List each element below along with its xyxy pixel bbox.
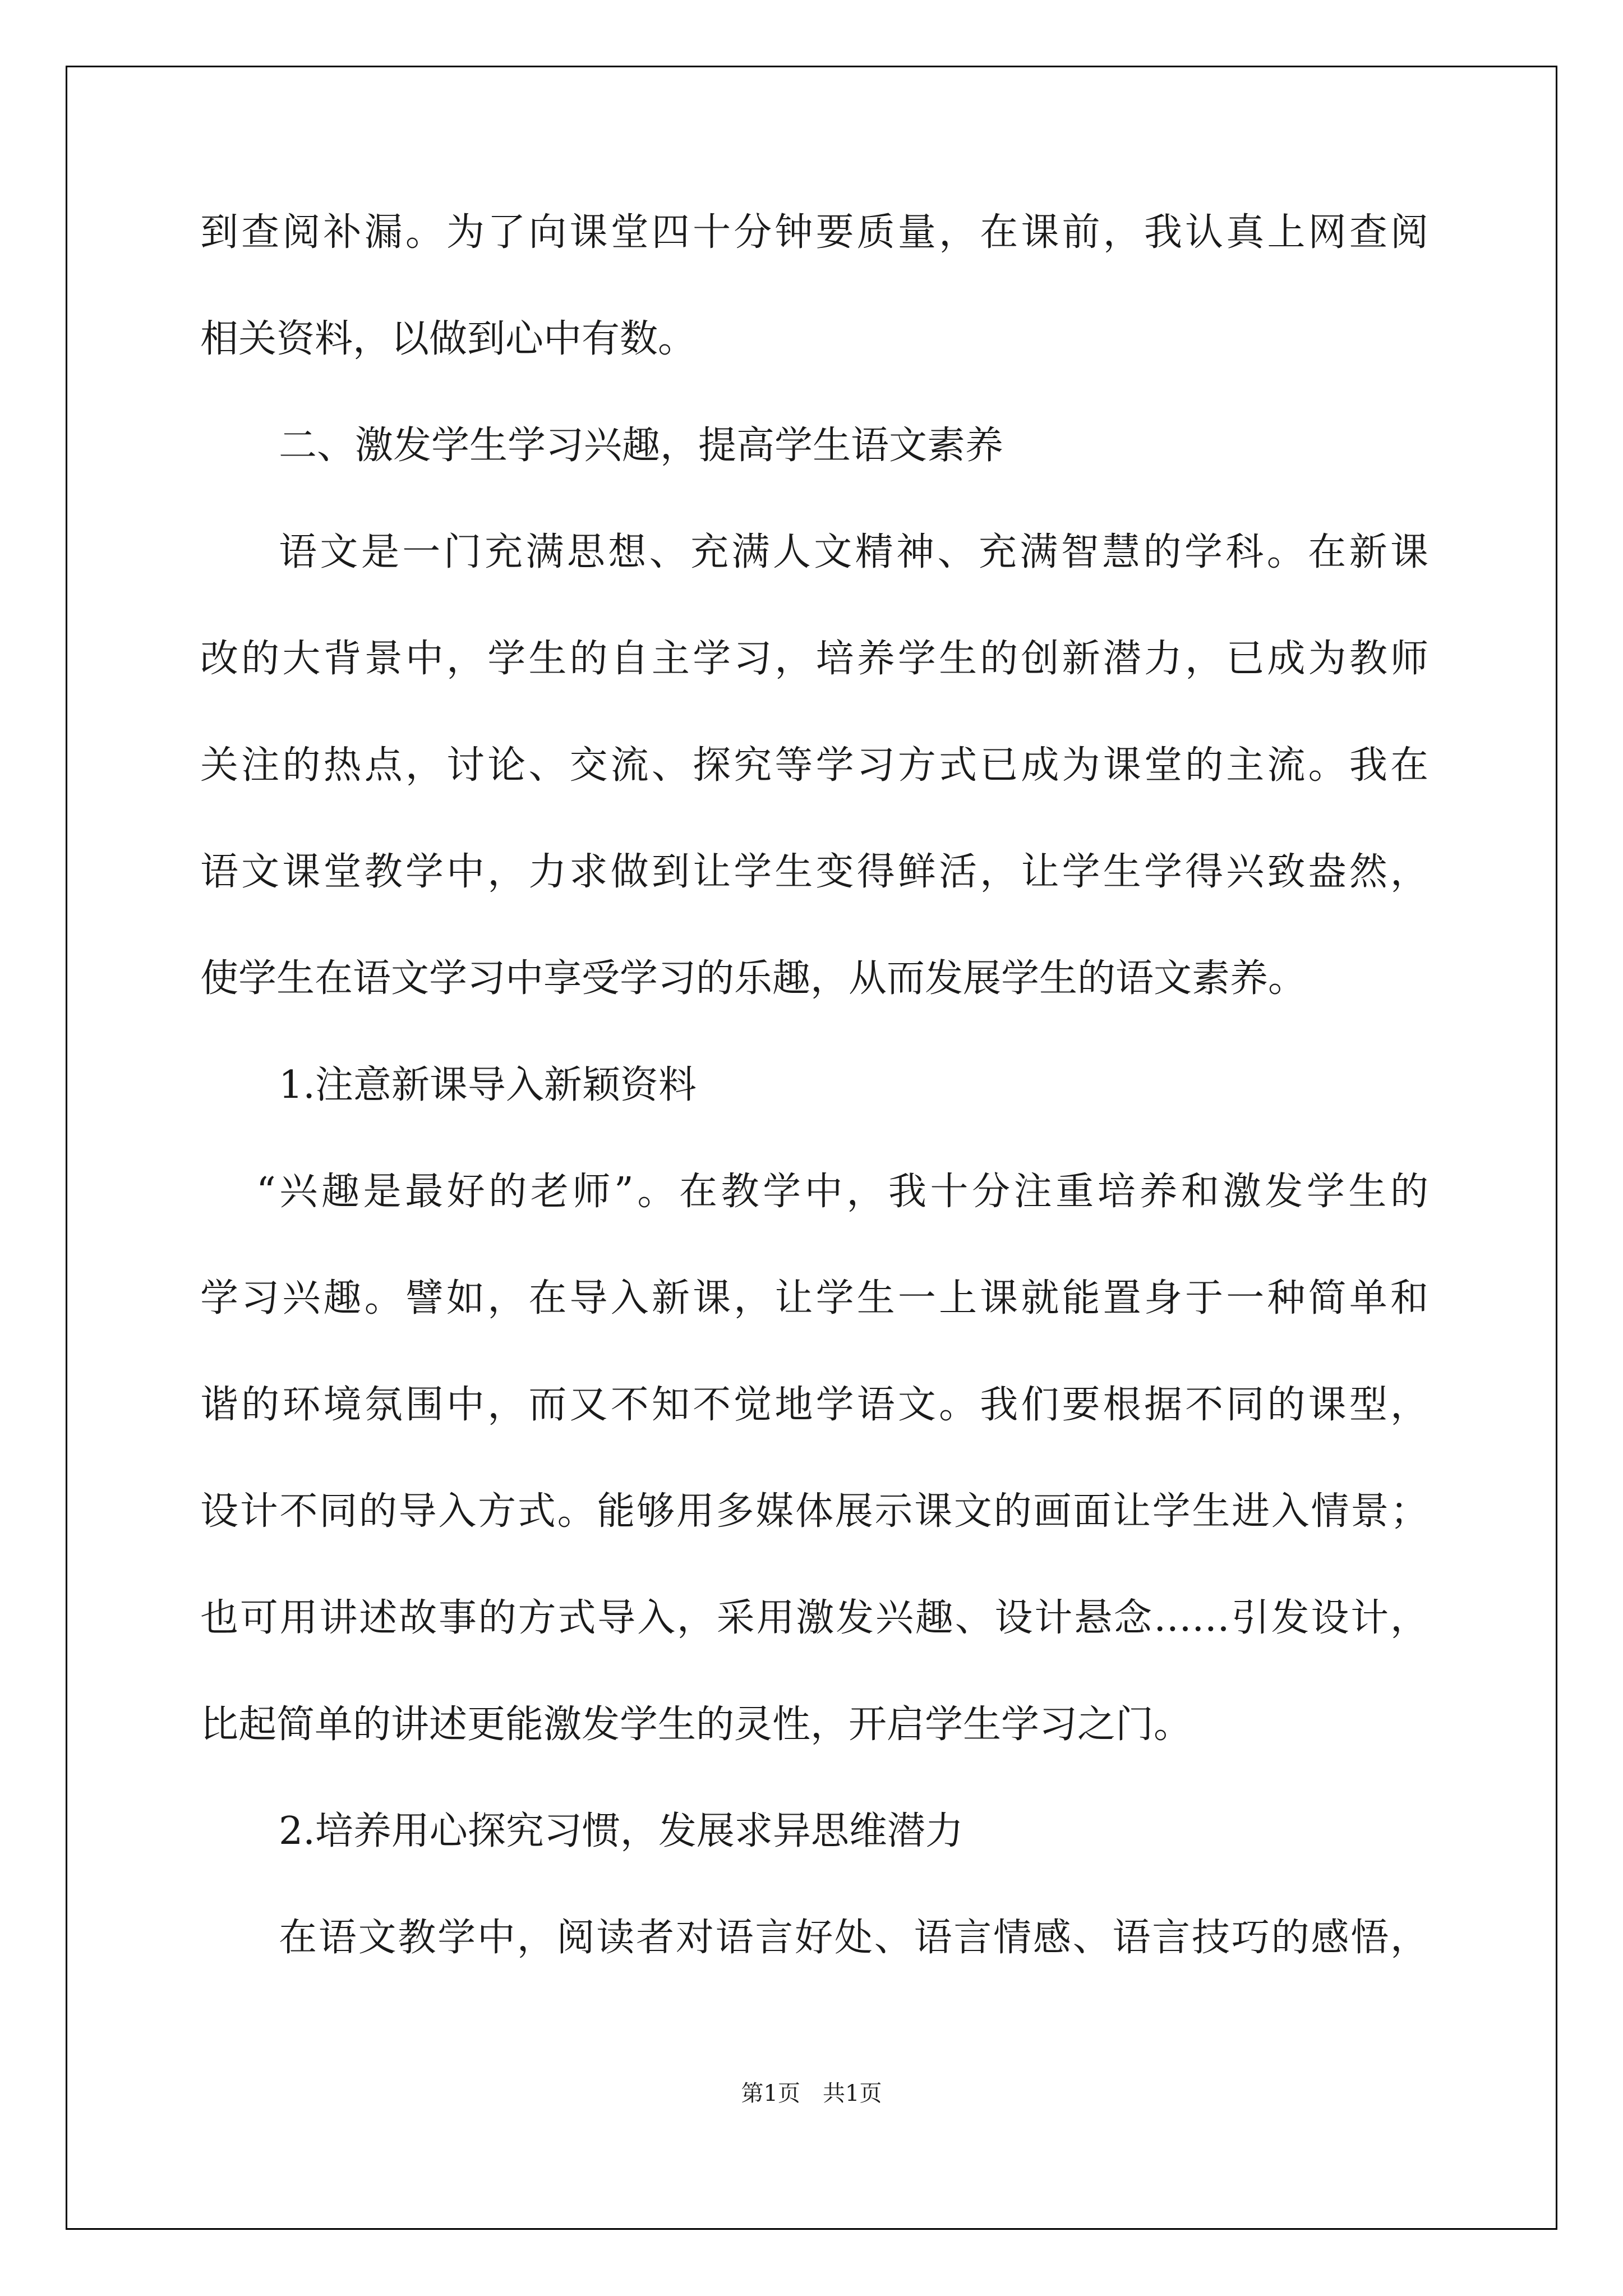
paragraph-line: 相关资料，以做到心中有数。: [200, 317, 697, 361]
paragraph-line: 学习兴趣。譬如，在导入新课，让学生一上课就能置身于一种简单和: [200, 1276, 1428, 1320]
subsection-heading: 2.培养用心探究习惯，发展求异思维潜力: [279, 1809, 963, 1853]
paragraph-line: 也可用讲述故事的方式导入，采用激发兴趣、设计悬念……引发设计，: [200, 1596, 1428, 1640]
section-heading: 二、激发学生学习兴趣，提高学生语文素养: [279, 424, 1004, 468]
paragraph-line: 改的大背景中，学生的自主学习，培养学生的创新潜力，已成为教师: [200, 637, 1428, 681]
paragraph-line: “兴趣是最好的老师”。在教学中，我十分注重培养和激发学生的: [256, 1170, 1428, 1214]
paragraph-line: 设计不同的导入方式。能够用多媒体展示课文的画面让学生进入情景；: [200, 1489, 1428, 1534]
paragraph-line: 关注的热点，讨论、交流、探究等学习方式已成为课堂的主流。我在: [200, 743, 1428, 788]
paragraph-line: 在语文教学中，阅读者对语言好处、语言情感、语言技巧的感悟，: [279, 1916, 1428, 1960]
page-border: [66, 66, 1557, 2230]
paragraph-line: 使学生在语文学习中享受学习的乐趣，从而发展学生的语文素养。: [200, 956, 1307, 1001]
paragraph-line: 比起简单的讲述更能激发学生的灵性，开启学生学习之门。: [200, 1703, 1192, 1747]
paragraph-line: 语文课堂教学中，力求做到让学生变得鲜活，让学生学得兴致盎然，: [200, 850, 1428, 894]
paragraph-line: 谐的环境氛围中，而又不知不觉地学语文。我们要根据不同的课型，: [200, 1383, 1428, 1427]
paragraph-line: 语文是一门充满思想、充满人文精神、充满智慧的学科。在新课: [279, 530, 1428, 574]
page-footer: 第1页 共1页: [741, 2081, 882, 2106]
subsection-heading: 1.注意新课导入新颖资料: [279, 1063, 697, 1107]
paragraph-line: 到查阅补漏。为了向课堂四十分钟要质量，在课前，我认真上网查阅: [200, 210, 1428, 255]
